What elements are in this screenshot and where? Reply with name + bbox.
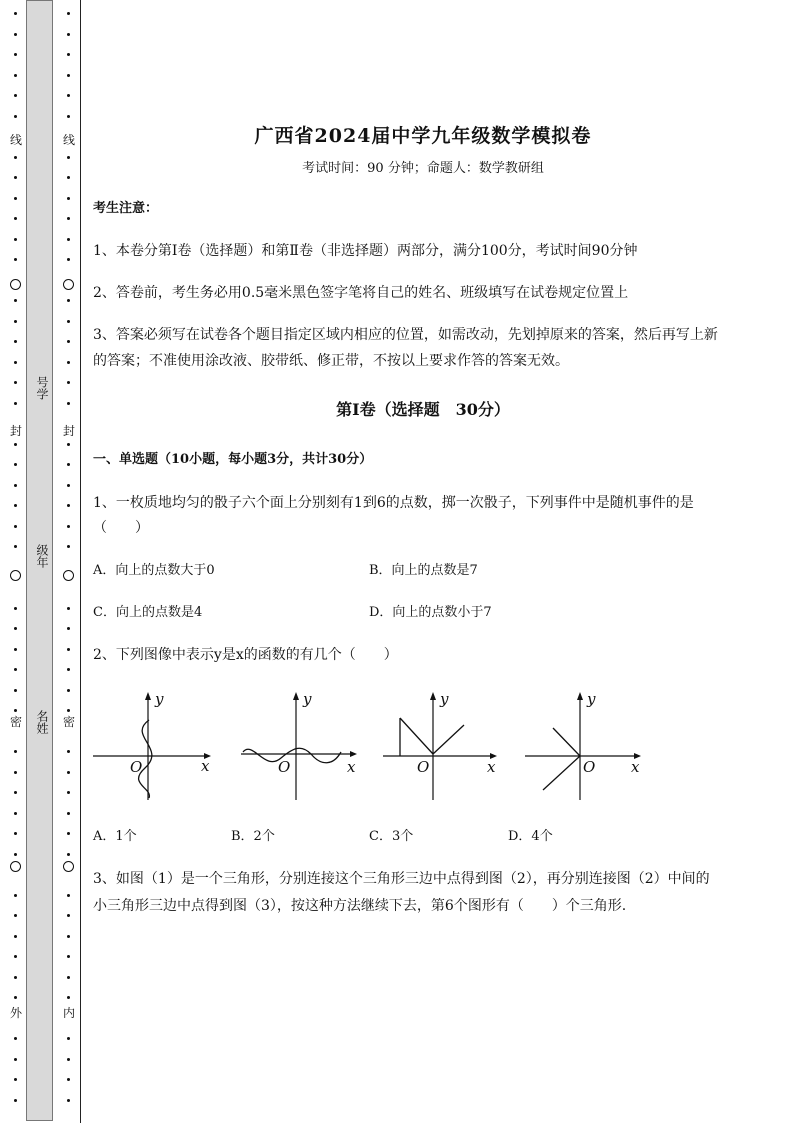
axis-y-label: y	[303, 690, 312, 708]
question-stem: 3、如图（1）是一个三角形，分别连接这个三角形三边中点得到图（2），再分别连接图（2）中间的	[93, 871, 710, 887]
field-class: 级年	[35, 544, 49, 568]
outer-mark-secret: 密	[9, 715, 22, 729]
binding-dot	[14, 709, 17, 712]
binding-dot	[67, 525, 70, 528]
inner-circle	[63, 570, 74, 581]
binding-dot	[14, 1099, 17, 1102]
binding-dot	[67, 627, 70, 630]
binding-dot	[14, 156, 17, 159]
outer-circle	[10, 570, 21, 581]
axis-y-label: y	[587, 690, 596, 708]
binding-dot	[14, 238, 17, 241]
inner-binding-line	[62, 0, 76, 1123]
question-stem: （ ）	[93, 520, 149, 536]
binding-dot	[14, 935, 17, 938]
binding-dot	[67, 853, 70, 856]
binding-dot	[14, 627, 17, 630]
section-heading: 一、单选题（10小题，每小题3分，共计30分）	[93, 452, 373, 467]
notice-heading: 考生注意：	[93, 201, 159, 216]
binding-dot	[14, 812, 17, 815]
binding-dot	[67, 74, 70, 77]
binding-dot	[14, 853, 17, 856]
binding-dot	[67, 115, 70, 118]
binding-dot	[67, 504, 70, 507]
binding-dot	[67, 607, 70, 610]
binding-dot	[14, 791, 17, 794]
axis-x-label: x	[487, 758, 496, 776]
binding-dot	[67, 832, 70, 835]
binding-dot	[67, 320, 70, 323]
binding-dot	[14, 955, 17, 958]
origin-label: O	[417, 758, 430, 776]
binding-dot	[67, 935, 70, 938]
binding-dot	[14, 484, 17, 487]
margin-rule	[80, 0, 81, 1123]
binding-dot	[14, 648, 17, 651]
binding-dot	[14, 771, 17, 774]
binding-dot	[14, 33, 17, 36]
binding-dot	[14, 504, 17, 507]
notice-item: 3、答案必须写在试卷各个题目指定区域内相应的位置，如需改动，先划掉原来的答案，然后再写上新	[93, 327, 718, 343]
question-stem: 小三角形三边中点得到图（3），按这种方法继续下去，第6个图形有（ ）个三角形.	[93, 898, 627, 914]
question-stem: 1、一枚质地均匀的骰子六个面上分别刻有1到6的点数，掷一次骰子，下列事件中是随机事件的是	[93, 495, 694, 511]
binding-dot	[14, 176, 17, 179]
binding-dot	[14, 894, 17, 897]
binding-dot	[67, 361, 70, 364]
binding-dot	[14, 463, 17, 466]
binding-dot	[67, 1058, 70, 1061]
binding-dot	[67, 1078, 70, 1081]
option-a: A．1个	[93, 829, 137, 844]
binding-dot	[67, 1099, 70, 1102]
binding-dot	[14, 381, 17, 384]
option-d: D．向上的点数小于7	[369, 605, 492, 620]
axis-y-label: y	[155, 690, 164, 708]
binding-dot	[67, 771, 70, 774]
binding-dot	[67, 463, 70, 466]
binding-dot	[67, 53, 70, 56]
binding-dot	[14, 402, 17, 405]
binding-dot	[14, 361, 17, 364]
binding-dot	[67, 443, 70, 446]
inner-circle	[63, 861, 74, 872]
graph-1	[93, 690, 218, 806]
binding-dot	[14, 299, 17, 302]
inner-circle	[63, 279, 74, 290]
binding-dot	[67, 258, 70, 261]
binding-dot	[14, 525, 17, 528]
axis-y-label: y	[440, 690, 449, 708]
outer-circle	[10, 279, 21, 290]
inner-mark-secret: 密	[62, 715, 75, 729]
option-d: D．4个	[508, 829, 553, 844]
binding-dot	[14, 668, 17, 671]
binding-dot	[67, 545, 70, 548]
binding-dot	[67, 156, 70, 159]
binding-dot	[67, 996, 70, 999]
notice-item: 2、答卷前，考生务必用0.5毫米黑色签字笔将自己的姓名、班级填写在试卷规定位置上	[93, 285, 629, 301]
binding-dot	[67, 94, 70, 97]
binding-dot	[14, 607, 17, 610]
binding-dot	[67, 33, 70, 36]
binding-dot	[67, 894, 70, 897]
part-title: 第Ⅰ卷（选择题 30分）	[336, 400, 510, 419]
binding-dot	[14, 320, 17, 323]
binding-dot	[14, 689, 17, 692]
outer-binding-line	[9, 0, 23, 1123]
binding-dot	[14, 115, 17, 118]
binding-dot	[67, 709, 70, 712]
binding-dot	[67, 791, 70, 794]
binding-dot	[67, 402, 70, 405]
binding-dot	[14, 443, 17, 446]
binding-dot	[67, 914, 70, 917]
origin-label: O	[130, 758, 143, 776]
option-b: B．2个	[231, 829, 275, 844]
graph-3	[383, 690, 508, 806]
binding-dot	[14, 1078, 17, 1081]
binding-dot	[14, 914, 17, 917]
binding-dot	[67, 340, 70, 343]
notice-item: 的答案；不准使用涂改液、胶带纸、修正带，不按以上要求作答的答案无效。	[93, 353, 569, 369]
binding-dot	[14, 94, 17, 97]
binding-dot	[14, 258, 17, 261]
binding-dot	[67, 484, 70, 487]
binding-dot	[14, 74, 17, 77]
binding-dot	[14, 197, 17, 200]
binding-dot	[67, 955, 70, 958]
binding-dot	[67, 750, 70, 753]
graph-2	[241, 690, 366, 806]
option-c: C．3个	[369, 829, 414, 844]
origin-label: O	[583, 758, 596, 776]
origin-label: O	[278, 758, 291, 776]
binding-dot	[67, 668, 70, 671]
binding-dot	[14, 545, 17, 548]
binding-dot	[67, 976, 70, 979]
binding-dot	[14, 53, 17, 56]
binding-dot	[14, 996, 17, 999]
inner-mark-line: 线	[62, 133, 75, 147]
axis-x-label: x	[201, 757, 210, 775]
binding-dot	[14, 1037, 17, 1040]
inner-mark-seal: 封	[62, 424, 75, 438]
binding-dot	[67, 197, 70, 200]
binding-dot	[14, 976, 17, 979]
option-b: B．向上的点数是7	[369, 563, 478, 578]
outer-mark-outside: 外	[9, 1006, 22, 1020]
binding-dot	[67, 812, 70, 815]
binding-dot	[67, 299, 70, 302]
binding-dot	[67, 689, 70, 692]
binding-dot	[14, 750, 17, 753]
binding-dot	[14, 1058, 17, 1061]
binding-dot	[67, 1037, 70, 1040]
binding-dot	[67, 381, 70, 384]
binding-dot	[14, 217, 17, 220]
binding-dot	[67, 238, 70, 241]
exam-subtitle: 考试时间：90 分钟；命题人：数学教研组	[302, 161, 544, 176]
option-a: A．向上的点数大于0	[93, 563, 215, 578]
option-c: C．向上的点数是4	[93, 605, 203, 620]
notice-item: 1、本卷分第Ⅰ卷（选择题）和第Ⅱ卷（非选择题）两部分，满分100分，考试时间90分钟	[93, 243, 638, 259]
binding-dot	[67, 176, 70, 179]
outer-circle	[10, 861, 21, 872]
graph-4	[525, 690, 650, 806]
field-name: 名姓	[35, 710, 49, 734]
binding-dot	[67, 217, 70, 220]
outer-mark-line: 线	[9, 133, 22, 147]
binding-dot	[14, 340, 17, 343]
outer-mark-seal: 封	[9, 424, 22, 438]
binding-dot	[67, 648, 70, 651]
field-student-number: 号学	[35, 376, 49, 400]
binding-dot	[14, 12, 17, 15]
question-stem: 2、下列图像中表示y是x的函数的有几个（ ）	[93, 647, 398, 663]
binding-dot	[67, 12, 70, 15]
exam-title: 广西省2024届中学九年级数学模拟卷	[254, 125, 592, 147]
axis-x-label: x	[631, 758, 640, 776]
axis-x-label: x	[347, 758, 356, 776]
inner-mark-inside: 内	[62, 1006, 75, 1020]
student-info-strip	[26, 0, 53, 1121]
binding-dot	[14, 832, 17, 835]
